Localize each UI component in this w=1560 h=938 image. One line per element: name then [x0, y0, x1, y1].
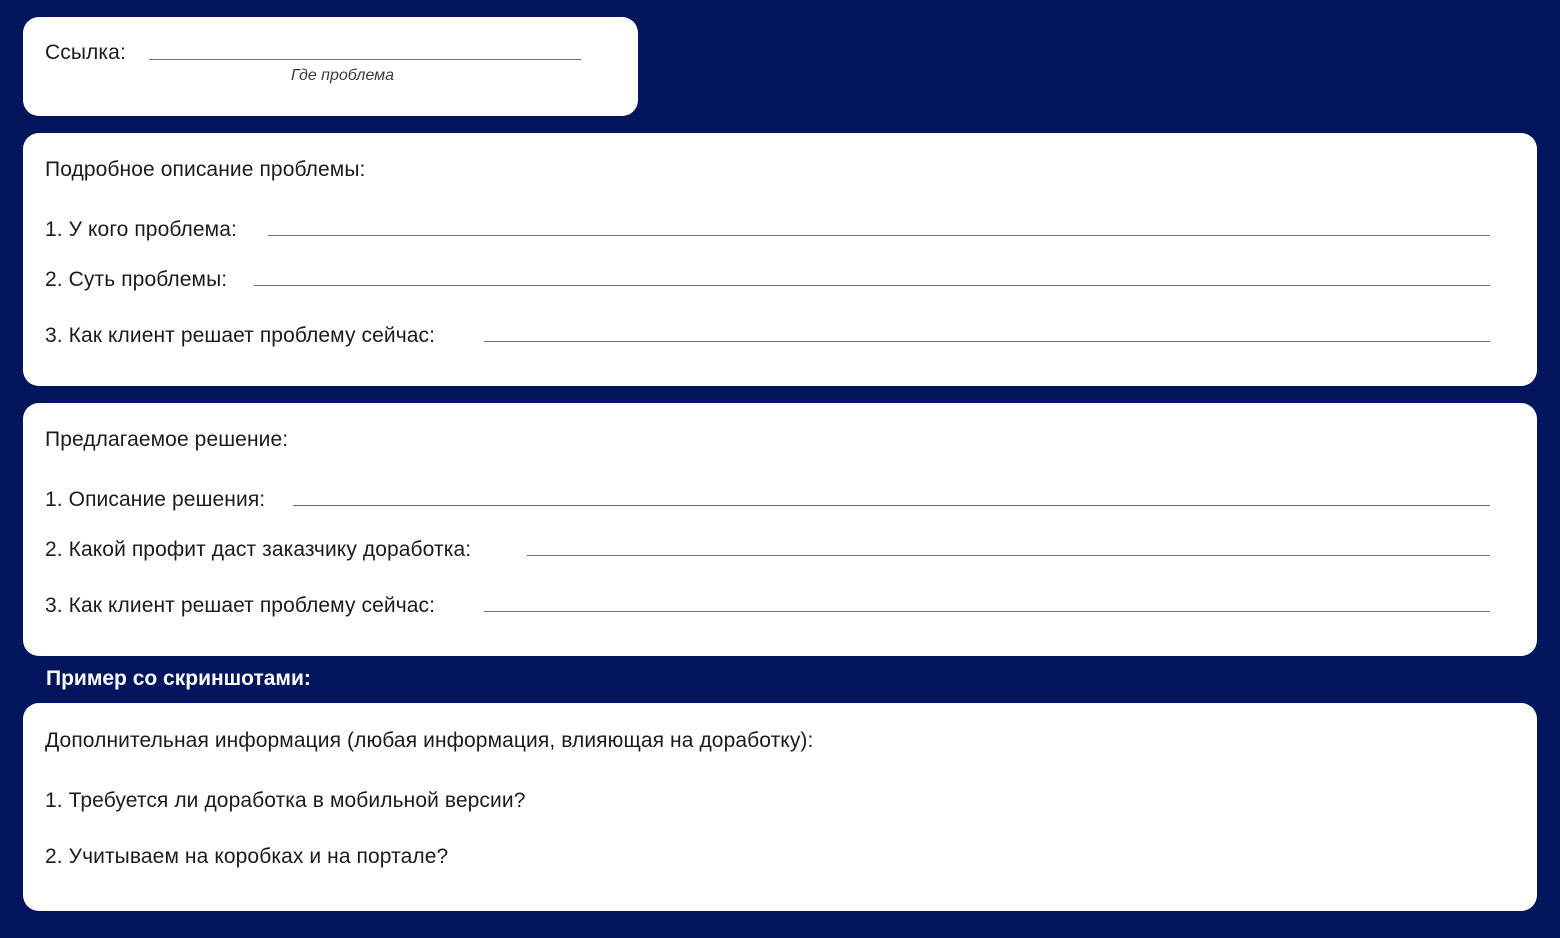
additional-info-card	[23, 703, 1537, 911]
link-label: Ссылка:	[45, 41, 126, 64]
problem-who-input-line[interactable]	[268, 235, 1490, 236]
problem-essence-input-line[interactable]	[254, 285, 1490, 286]
additional-info-item: 2. Учитываем на коробках и на портале?	[45, 845, 449, 868]
additional-info-title: Дополнительная информация (любая информация, влияющая на доработку):	[45, 729, 814, 752]
problem-item-label: 2. Суть проблемы:	[45, 268, 228, 291]
additional-info-item: 1. Требуется ли доработка в мобильной версии?	[45, 789, 526, 812]
solution-item-label: 3. Как клиент решает проблему сейчас:	[45, 594, 436, 617]
problem-item-label: 3. Как клиент решает проблему сейчас:	[45, 324, 436, 347]
problem-description-card	[23, 133, 1537, 386]
proposed-solution-card	[23, 403, 1537, 656]
link-hint: Где проблема	[291, 67, 395, 84]
problem-current-solution-input-line[interactable]	[484, 341, 1490, 342]
link-input-line[interactable]	[149, 59, 581, 60]
solution-current-input-line[interactable]	[484, 611, 1490, 612]
link-card	[23, 17, 638, 116]
proposed-solution-title: Предлагаемое решение:	[45, 428, 289, 451]
screenshots-example-heading: Пример со скриншотами:	[46, 667, 311, 690]
solution-item-label: 1. Описание решения:	[45, 488, 266, 511]
solution-profit-input-line[interactable]	[527, 555, 1490, 556]
solution-description-input-line[interactable]	[293, 505, 1490, 506]
solution-item-label: 2. Какой профит даст заказчику доработка:	[45, 538, 472, 561]
problem-item-label: 1. У кого проблема:	[45, 218, 237, 241]
problem-description-title: Подробное описание проблемы:	[45, 158, 366, 181]
